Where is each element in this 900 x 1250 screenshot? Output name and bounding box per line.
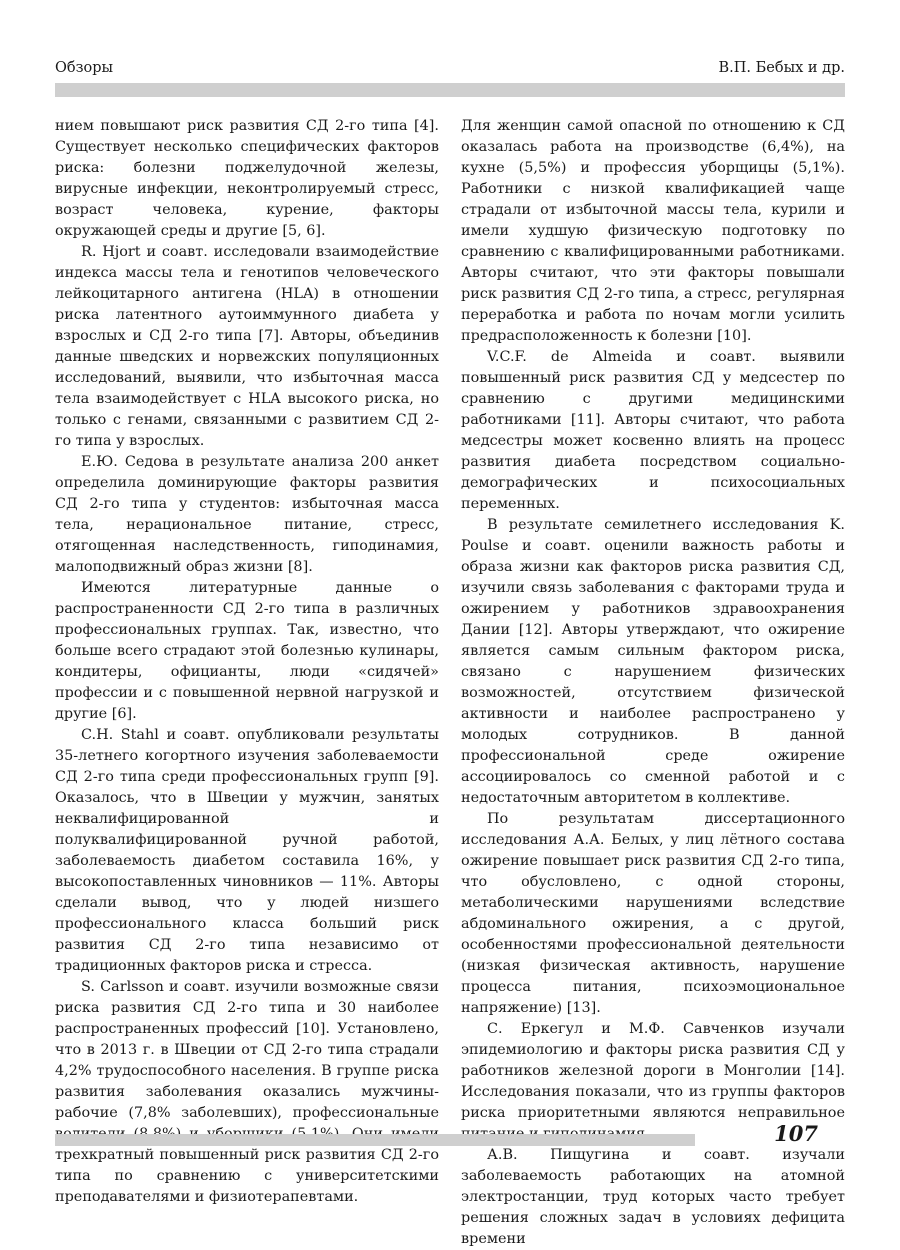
- running-header: [55, 60, 845, 82]
- paragraph: нием повышают риск развития СД 2-го типа [4]. Существует несколько специфических факторов риска: болезни поджелудочной железы, вирусные инфекции, неконтролируемый стресс, возраст человека, курение, факторы окружающей среды и другие [5, 6].: [55, 118, 439, 239]
- article-body: [55, 116, 845, 1247]
- paragraph: С. Еркегул и М.Ф. Савченков изучали эпидемиологию и факторы риска развития СД у работников железной дороги в Монголии [14]. Исследования показали, что из группы факторов риска приоритетными являются неправильное: [461, 1021, 845, 1121]
- paragraph: А.В. Пищугина и соавт. изучали заболеваемость работающих на атомной электростанции, труд которых часто требует решения сложных задач в условиях дефицита времени: [461, 1147, 845, 1247]
- paragraph: В результате семилетнего исследования K. Poulse и соавт. оценили важность работы и образа жизни как факторов риска развития СД, изучили связь заболевания с факторами труда и ожирением у работников здравоохранения Дании [12]. Авторы утверждают, что ожирение является самым сильным фактором риска, связано с нарушением физических возможностей, отсутствием физической активности и наиболее распространено у молодых сотрудников. В данной профессиональной среде ожирение ассоциировалось со сменной работой и с недостаточным авторитетом в коллективе.: [461, 517, 845, 806]
- paragraph: Для женщин самой опасной по отношению к СД оказалась работа на производстве (6,4%), на кухне (5,5%) и профессия уборщицы (5,1%). Работники с низкой квалификацией чаще страдали от избыточной массы тела, курили и имели худшую физическую подготовку по сравнению с квалифицированными работниками. Авторы считают, что эти факторы повышали риск развития СД 2-го типа, а стресс, регулярная переработка и работа по ночам могли усилить предрасположенность к болезни [10].: [461, 118, 845, 344]
- right-column: [461, 116, 845, 1247]
- running-authors: В.П. Бебых и др.: [718, 60, 845, 76]
- paragraph: Е.Ю. Седова в результате анализа 200 анкет определила доминирующие факторы развития СД 2-го типа у студентов: избыточная масса тела, нерациональное питание, стресс, отягощенная наследственность, гиподинамия, малоподвижный образ жизни [8].: [55, 454, 439, 575]
- footer-divider-bar: [55, 1134, 695, 1146]
- paragraph: Имеются литературные данные о распространенности СД 2-го типа в различных профессиональных группах. Так, известно, что больше всего страдают этой болезнью кулинары, кондитеры, официанты, люди «сидячей» профессии и с повышенной нервной нагрузкой и другие [6].: [55, 580, 439, 722]
- page-number: 107: [774, 1121, 818, 1146]
- paragraph: R. Hjort и соавт. исследовали взаимодействие индекса массы тела и генотипов человеческого лейкоцитарного антигена (HLA) в отношении риска латентного аутоиммунного диабета у взрослых и СД 2-го типа [7]. Авторы, объединив данные шведских и норвежских популяционных исследований, выявили, что избыточная масса тела взаимодействует с HLA высокого риска, но только с генами, связанными с развитием СД 2-го типа у взрослых.: [55, 244, 439, 449]
- section-title: Обзоры: [55, 60, 114, 76]
- header-divider-bar: [55, 83, 845, 97]
- paragraph: S. Carlsson и соавт. изучили возможные связи риска развития СД 2-го типа и 30 наиболее распространенных профессий [10]. Установлено, что в 2013 г. в Швеции от СД 2-го типа страдали 4,2% трудоспособного населения. В группе риска развития заболевания оказались мужчины-рабочие (7,8% заболевших), профессиональные трехкратный повышенный риск развития СД 2-го типа по сравнению с университетскими преподавателями и физиотерапевтами.: [55, 979, 439, 1205]
- paragraph: V.C.F. de Almeida и соавт. выявили повышенный риск развития СД у медсестер по сравнению с другими медицинскими работниками [11]. Авторы считают, что работа медсестры может косвенно влиять на процесс развития диабета посредством социально-демографических и психосоциальных переменных.: [461, 349, 845, 512]
- paragraph: C.H. Stahl и соавт. опубликовали результаты 35-летнего когортного изучения заболеваемости СД 2-го типа среди профессиональных групп [9]. Оказалось, что в Швеции у мужчин, занятых неквалифицированной и полуквалифицированной ручной работой, заболеваемость диабетом составила 16%, у высокопоставленных чиновников — 11%. Авторы сделали вывод, что у людей низшего профессионального класса больший риск развития СД 2-го типа независимо от традиционных факторов риска и стресса.: [55, 727, 439, 974]
- paragraph: По результатам диссертационного исследования А.А. Белых, у лиц лётного состава ожирение повышает риск развития СД 2-го типа, что обусловлено, с одной стороны, метаболическими нарушениями вследствие абдоминального ожирения, а с другой, особенностями профессиональной деятельности (низкая физическая активность, нарушение процесса питания, психоэмоциональное напряжение) [13].: [461, 811, 845, 1016]
- left-column: [55, 116, 439, 1205]
